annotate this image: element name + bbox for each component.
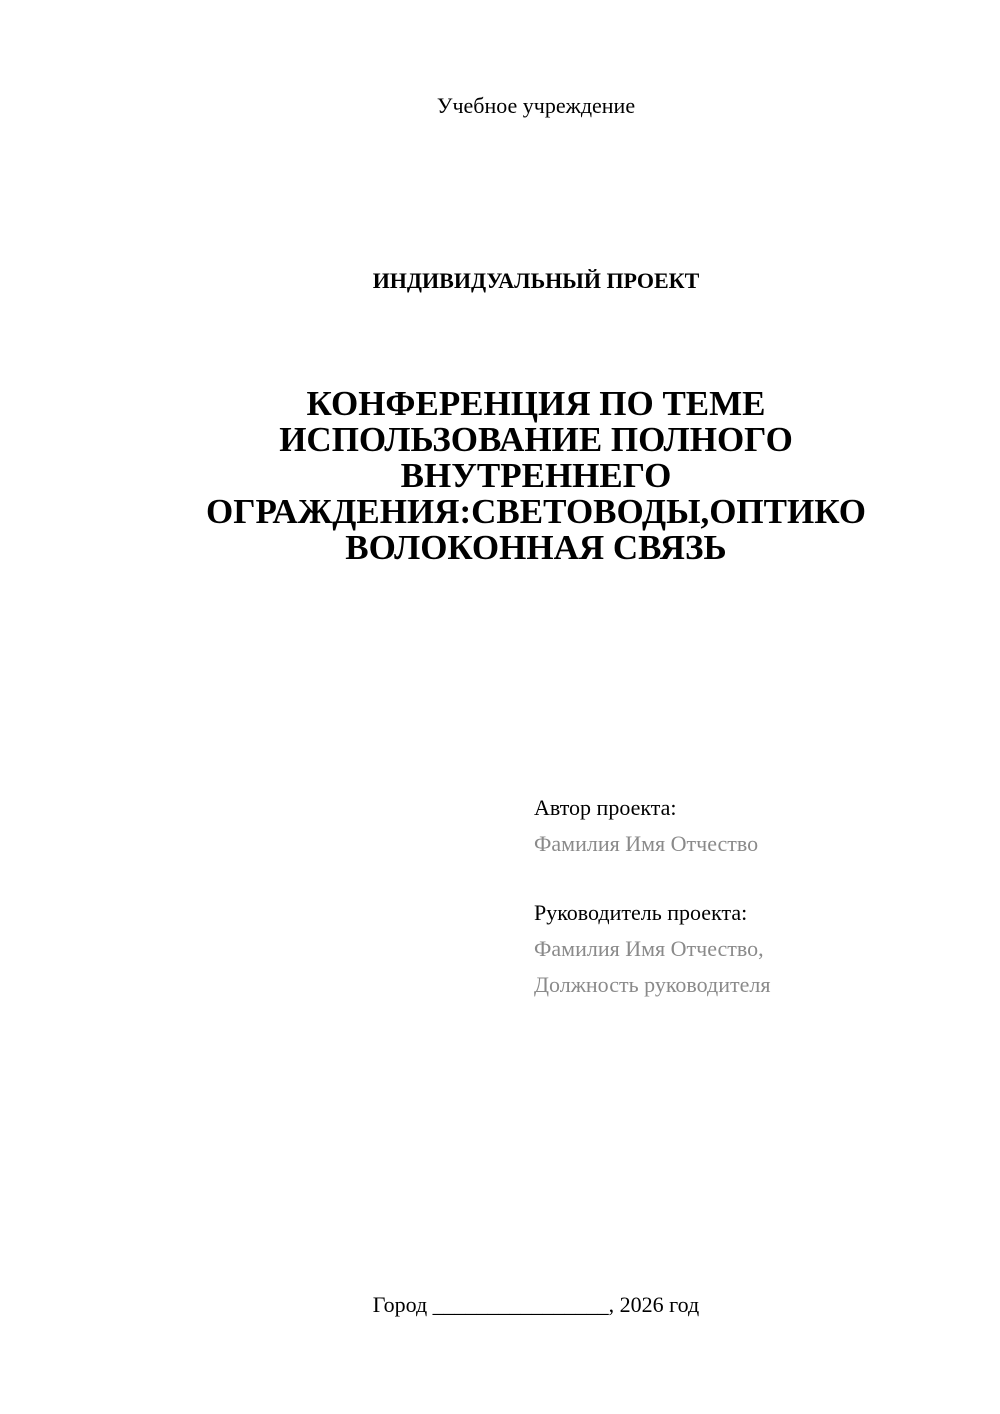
topic-line: ВОЛОКОННАЯ СВЯЗЬ bbox=[345, 528, 727, 567]
topic-line: ИСПОЛЬЗОВАНИЕ ПОЛНОГО bbox=[279, 420, 793, 459]
city-year-line: Город ________________, 2026 год bbox=[372, 1292, 700, 1317]
topic-line: КОНФЕРЕНЦИЯ ПО ТЕМЕ bbox=[306, 384, 766, 423]
project-type-heading: ИНДИВИДУАЛЬНЫЙ ПРОЕКТ bbox=[372, 268, 700, 293]
author-block bbox=[534, 790, 974, 862]
author-label: Автор проекта: bbox=[534, 795, 677, 820]
topic-line: ВНУТРЕННЕГО bbox=[400, 456, 672, 495]
supervisor-name-placeholder: Фамилия Имя Отчество, bbox=[534, 936, 764, 961]
topic-line: ОГРАЖДЕНИЯ:СВЕТОВОДЫ,ОПТИКО bbox=[206, 492, 866, 531]
author-name-placeholder: Фамилия Имя Отчество bbox=[534, 831, 759, 856]
supervisor-block bbox=[534, 895, 974, 1003]
supervisor-position-placeholder: Должность руководителя bbox=[534, 972, 771, 997]
supervisor-label: Руководитель проекта: bbox=[534, 900, 748, 925]
institution-name: Учебное учреждение bbox=[436, 93, 636, 118]
project-topic-title bbox=[150, 386, 922, 566]
